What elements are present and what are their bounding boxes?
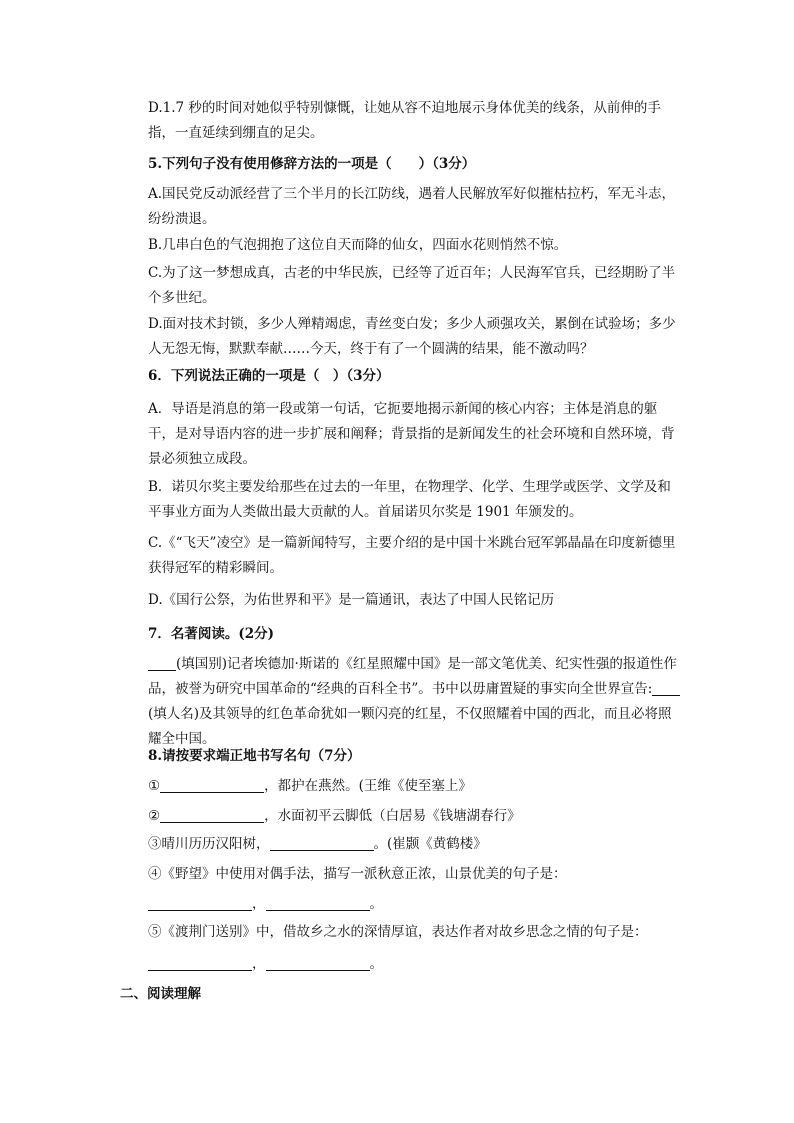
- q7-blank-name[interactable]: [652, 679, 680, 696]
- q8-item-5: ⑤《渡荆门送别》中，借故乡之水的深情厚谊，表达作者对故乡思念之情的句子是：: [148, 924, 648, 940]
- q8-blank-1[interactable]: [160, 776, 264, 793]
- question-5-title: 5.下列句子没有使用修辞方法的一项是（ ）（3分）: [148, 156, 476, 172]
- section-reading-heading: 二、阅读理解: [120, 986, 201, 1002]
- question-7-title: 7．名著阅读。(2分): [148, 626, 275, 642]
- q8-item-5-answer: ， 。: [148, 952, 682, 977]
- q5-option-b: B.几串白色的气泡拥抱了这位自天而降的仙女，四面水花则悄然不惊。: [148, 237, 568, 253]
- q7-paragraph: (填国别)记者埃德加·斯诺的《红星照耀中国》是一部文笔优美、纪实性强的报道性作品，被誉为研究中国革命的“经典的百科全书”。书中以毋庸置疑的事实向全世界宣告:(填人名)及其领导的红色革命犹如一颗闪亮的红星，不仅照耀着中国的西北，而且必将照耀全中国。: [148, 652, 682, 752]
- question-6-title: 6．下列说法正确的一项是（ ）（3分）: [148, 368, 390, 384]
- q6-option-b: B．诺贝尔奖主要发给那些在过去的一年里，在物理学、化学、生理学或医学、文学及和平事业方面为人类做出最大贡献的人。首届诺贝尔奖是 1901 年颁发的。: [148, 479, 671, 520]
- q8-blank-4b[interactable]: [266, 894, 370, 911]
- q8-item-4: ④《野望》中使用对偶手法，描写一派秋意正浓，山景优美的句子是：: [148, 866, 567, 882]
- q8-item-2: ② ，水面初平云脚低（白居易《钱塘湖春行》: [148, 808, 521, 824]
- question-8-title: 8.请按要求端正地书写名句（7分）: [148, 748, 361, 764]
- q8-blank-3[interactable]: [270, 834, 374, 851]
- q7-blank-country[interactable]: [148, 654, 176, 671]
- q6-option-d: D.《国行公祭，为佑世界和平》是一篇通讯，表达了中国人民铭记历: [148, 592, 555, 608]
- q5-option-c: C.为了这一梦想成真，古老的中华民族，已经等了近百年；人民海军官兵，已经期盼了半个多世纪。: [148, 265, 676, 306]
- q8-blank-5a[interactable]: [148, 954, 252, 971]
- q8-blank-4a[interactable]: [148, 894, 252, 911]
- q8-blank-5b[interactable]: [266, 954, 370, 971]
- q6-option-a: A．导语是消息的第一段或第一句话，它扼要地揭示新闻的核心内容；主体是消息的躯干，是对导语内容的进一步扩展和阐释；背景指的是新闻发生的社会环境和自然环境，背景必须独立成段。: [148, 401, 675, 467]
- q5-option-d: D.面对技术封锁，多少人殚精竭虑，青丝变白发；多少人顽强攻关，累倒在试验场；多少人无怨无悔，默默奉献……今天，终于有了一个圆满的结果，能不激动吗？: [148, 316, 676, 357]
- q5-option-a: A.国民党反动派经营了三个半月的长江防线，遇着人民解放军好似摧枯拉朽，军无斗志，纷纷溃退。: [148, 186, 676, 227]
- q8-blank-2[interactable]: [160, 806, 264, 823]
- q8-item-3: ③晴川历历汉阳树， 。(崔颢《黄鹤楼》: [148, 836, 487, 852]
- q8-item-4-answer: ， 。: [148, 892, 682, 917]
- q6-option-c: C.《“飞天”凌空》是一篇新闻特写，主要介绍的是中国十米跳台冠军郭晶晶在印度新德里获得冠军的精彩瞬间。: [148, 535, 676, 576]
- option-d-q4: D.1.7 秒的时间对她似乎特别慷慨，让她从容不迫地展示身体优美的线条，从前伸的手指，一直延续到绷直的足尖。: [148, 100, 661, 141]
- q8-item-1: ① ，都护在燕然。(王维《使至塞上》: [148, 778, 472, 794]
